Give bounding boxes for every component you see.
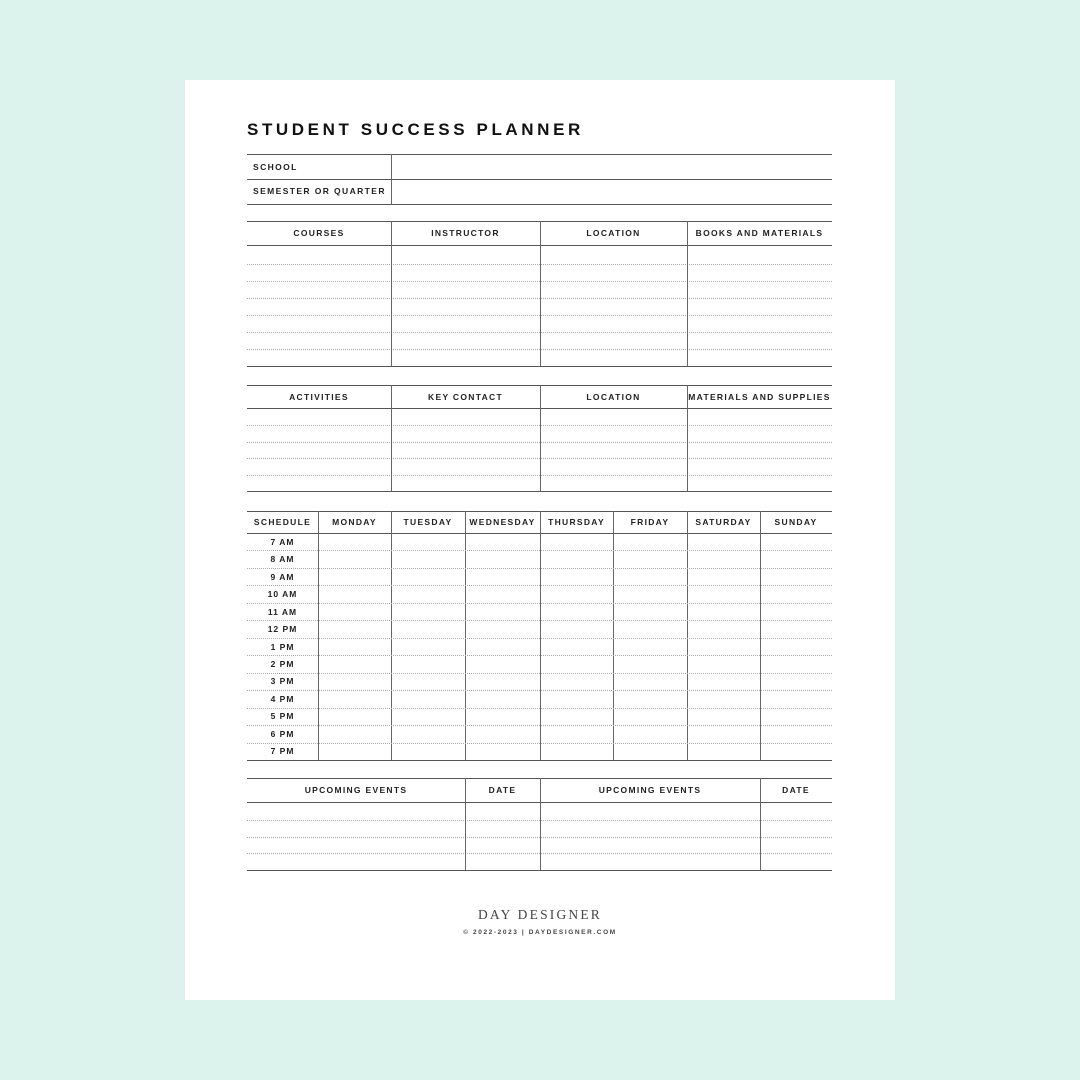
schedule-slot[interactable] [541,639,612,654]
activity-cell[interactable] [688,426,831,441]
activity-cell[interactable] [541,426,686,441]
course-cell[interactable] [541,299,686,314]
schedule-slot[interactable] [392,691,464,706]
event-cell[interactable] [466,803,539,819]
schedule-slot[interactable] [614,691,686,706]
activity-cell[interactable] [541,443,686,457]
day-header-sunday: SUNDAY [774,517,818,527]
schedule-slot[interactable] [466,586,539,601]
copyright-text: © 2022-2023 | DAYDESIGNER.COM [463,929,617,936]
schedule-slot[interactable] [466,744,539,759]
course-cell[interactable] [688,350,831,365]
day-header-wednesday: WEDNESDAY [469,517,536,527]
event-cell[interactable] [541,838,759,852]
course-cell[interactable] [688,299,831,314]
event-cell[interactable] [761,854,831,869]
schedule-slot[interactable] [392,656,464,671]
course-cell[interactable] [392,316,539,331]
time-label: 5 PM [270,711,295,722]
course-cell[interactable] [541,282,686,297]
schedule-slot[interactable] [319,534,390,549]
activity-cell[interactable] [688,409,831,424]
schedule-slot[interactable] [688,691,759,706]
activity-cell[interactable] [688,459,831,474]
schedule-slot[interactable] [541,534,612,549]
course-cell[interactable] [541,265,686,280]
schedule-slot[interactable] [614,551,686,566]
schedule-slot[interactable] [319,656,390,671]
schedule-slot[interactable] [761,674,831,689]
course-cell[interactable] [541,350,686,365]
event-cell[interactable] [541,803,759,819]
schedule-slot[interactable] [761,691,831,706]
time-label: 6 PM [270,728,295,739]
course-cell[interactable] [688,282,831,297]
schedule-slot[interactable] [541,744,612,759]
date-header-2: DATE [782,785,810,795]
time-label: 8 AM [270,554,295,565]
time-label: 4 PM [270,693,295,704]
event-cell[interactable] [761,803,831,819]
schedule-slot[interactable] [466,621,539,636]
activity-cell[interactable] [392,443,539,457]
semester-field[interactable] [393,180,832,204]
activity-cell[interactable] [392,409,539,424]
schedule-slot[interactable] [392,586,464,601]
schedule-slot[interactable] [761,569,831,584]
schedule-header: SCHEDULE [253,517,312,527]
course-cell[interactable] [248,316,390,331]
schedule-slot[interactable] [761,709,831,724]
schedule-slot[interactable] [688,569,759,584]
schedule-slot[interactable] [761,534,831,549]
schedule-slot[interactable] [688,639,759,654]
schedule-slot[interactable] [614,656,686,671]
schedule-slot[interactable] [466,534,539,549]
time-label: 10 AM [267,589,298,600]
time-label: 1 PM [270,641,295,652]
schedule-slot[interactable] [688,604,759,619]
activity-cell[interactable] [248,459,390,474]
schedule-slot[interactable] [319,691,390,706]
planner-page [185,80,895,1000]
schedule-slot[interactable] [319,744,390,759]
event-cell[interactable] [541,821,759,836]
course-cell[interactable] [248,350,390,365]
activity-cell[interactable] [248,443,390,457]
day-header-thursday: THURSDAY [548,517,605,527]
time-label: 3 PM [270,676,295,687]
schedule-slot[interactable] [688,621,759,636]
schedule-slot[interactable] [761,726,831,741]
divider [247,870,832,871]
schedule-slot[interactable] [319,551,390,566]
brand-logo: DAY DESIGNER [477,907,603,922]
schedule-slot[interactable] [392,726,464,741]
school-field[interactable] [393,155,832,179]
activity-cell[interactable] [688,443,831,457]
schedule-slot[interactable] [614,744,686,759]
schedule-slot[interactable] [466,639,539,654]
schedule-slot[interactable] [392,744,464,759]
schedule-slot[interactable] [319,621,390,636]
schedule-slot[interactable] [541,726,612,741]
schedule-slot[interactable] [319,639,390,654]
books-header: BOOKS AND MATERIALS [695,228,824,238]
events-header-2: UPCOMING EVENTS [598,785,702,795]
schedule-slot[interactable] [761,744,831,759]
course-cell[interactable] [248,265,390,280]
course-cell[interactable] [248,282,390,297]
schedule-slot[interactable] [392,534,464,549]
event-cell[interactable] [466,854,539,869]
event-cell[interactable] [466,821,539,836]
event-cell[interactable] [248,821,464,836]
schedule-slot[interactable] [614,726,686,741]
schedule-slot[interactable] [761,656,831,671]
schedule-slot[interactable] [319,726,390,741]
day-header-saturday: SATURDAY [695,517,752,527]
event-cell[interactable] [466,838,539,852]
schedule-slot[interactable] [541,569,612,584]
course-cell[interactable] [392,246,539,263]
time-label: 9 AM [270,571,295,582]
schedule-slot[interactable] [688,551,759,566]
time-label: 7 AM [270,536,295,547]
schedule-slot[interactable] [761,604,831,619]
location-header: LOCATION [586,228,641,238]
schedule-slot[interactable] [761,586,831,601]
schedule-slot[interactable] [614,639,686,654]
course-cell[interactable] [392,333,539,348]
divider [247,204,832,205]
day-header-friday: FRIDAY [630,517,670,527]
activity-cell[interactable] [688,476,831,490]
activity-cell[interactable] [541,476,686,490]
course-cell[interactable] [392,299,539,314]
schedule-slot[interactable] [319,709,390,724]
schedule-slot[interactable] [319,586,390,601]
divider [247,760,832,761]
schedule-slot[interactable] [614,586,686,601]
activity-cell[interactable] [392,459,539,474]
activity-cell[interactable] [392,476,539,490]
events-header-1: UPCOMING EVENTS [304,785,408,795]
divider [247,366,832,367]
course-cell[interactable] [392,265,539,280]
schedule-slot[interactable] [614,534,686,549]
event-cell[interactable] [541,854,759,869]
activity-cell[interactable] [392,426,539,441]
course-cell[interactable] [541,316,686,331]
course-cell[interactable] [688,333,831,348]
schedule-slot[interactable] [761,551,831,566]
time-label: 11 AM [267,606,298,617]
schedule-slot[interactable] [319,674,390,689]
schedule-slot[interactable] [392,639,464,654]
divider [247,491,832,492]
date-header-1: DATE [488,785,517,795]
schedule-slot[interactable] [319,569,390,584]
schedule-slot[interactable] [614,674,686,689]
schedule-slot[interactable] [614,709,686,724]
schedule-slot[interactable] [688,744,759,759]
schedule-slot[interactable] [541,709,612,724]
instructor-header: INSTRUCTOR [431,228,500,238]
schedule-slot[interactable] [392,569,464,584]
course-cell[interactable] [541,246,686,263]
schedule-slot[interactable] [614,569,686,584]
divider [391,154,392,204]
time-label: 2 PM [270,658,295,669]
schedule-slot[interactable] [466,656,539,671]
activity-cell[interactable] [248,476,390,490]
course-cell[interactable] [392,282,539,297]
course-cell[interactable] [688,316,831,331]
schedule-slot[interactable] [392,674,464,689]
activities-header: ACTIVITIES [289,391,349,402]
semester-label: SEMESTER OR QUARTER [253,186,386,196]
activity-cell[interactable] [541,409,686,424]
schedule-slot[interactable] [466,674,539,689]
event-cell[interactable] [248,854,464,869]
location-header: LOCATION [586,391,641,402]
schedule-slot[interactable] [541,674,612,689]
materials-header: MATERIALS AND SUPPLIES [688,391,831,402]
schedule-slot[interactable] [392,604,464,619]
schedule-slot[interactable] [466,604,539,619]
schedule-slot[interactable] [761,639,831,654]
schedule-slot[interactable] [614,604,686,619]
schedule-slot[interactable] [541,604,612,619]
course-cell[interactable] [248,333,390,348]
time-label: 12 PM [267,624,298,635]
schedule-slot[interactable] [392,551,464,566]
activity-cell[interactable] [541,459,686,474]
schedule-slot[interactable] [541,551,612,566]
event-cell[interactable] [248,803,464,819]
schedule-slot[interactable] [319,604,390,619]
schedule-slot[interactable] [466,569,539,584]
activity-cell[interactable] [248,426,390,441]
schedule-slot[interactable] [466,691,539,706]
schedule-slot[interactable] [541,621,612,636]
schedule-slot[interactable] [541,586,612,601]
schedule-slot[interactable] [541,656,612,671]
course-cell[interactable] [248,246,390,263]
activity-cell[interactable] [248,409,390,424]
schedule-slot[interactable] [466,709,539,724]
page-title: STUDENT SUCCESS PLANNER [247,120,584,139]
key-contact-header: KEY CONTACT [428,391,503,402]
schedule-slot[interactable] [688,674,759,689]
schedule-slot[interactable] [466,551,539,566]
schedule-slot[interactable] [688,534,759,549]
schedule-slot[interactable] [688,726,759,741]
schedule-slot[interactable] [392,621,464,636]
day-header-tuesday: TUESDAY [403,517,453,527]
course-cell[interactable] [248,299,390,314]
course-cell[interactable] [688,265,831,280]
time-label: 7 PM [270,746,295,757]
courses-header: COURSES [293,228,345,238]
schedule-slot[interactable] [688,586,759,601]
schedule-slot[interactable] [761,621,831,636]
event-cell[interactable] [761,838,831,852]
schedule-slot[interactable] [392,709,464,724]
course-cell[interactable] [688,246,831,263]
day-header-monday: MONDAY [332,517,377,527]
course-cell[interactable] [541,333,686,348]
schedule-slot[interactable] [466,726,539,741]
schedule-slot[interactable] [614,621,686,636]
schedule-slot[interactable] [688,709,759,724]
course-cell[interactable] [392,350,539,365]
school-label: SCHOOL [253,162,298,172]
schedule-slot[interactable] [688,656,759,671]
schedule-slot[interactable] [541,691,612,706]
event-cell[interactable] [761,821,831,836]
event-cell[interactable] [248,838,464,852]
